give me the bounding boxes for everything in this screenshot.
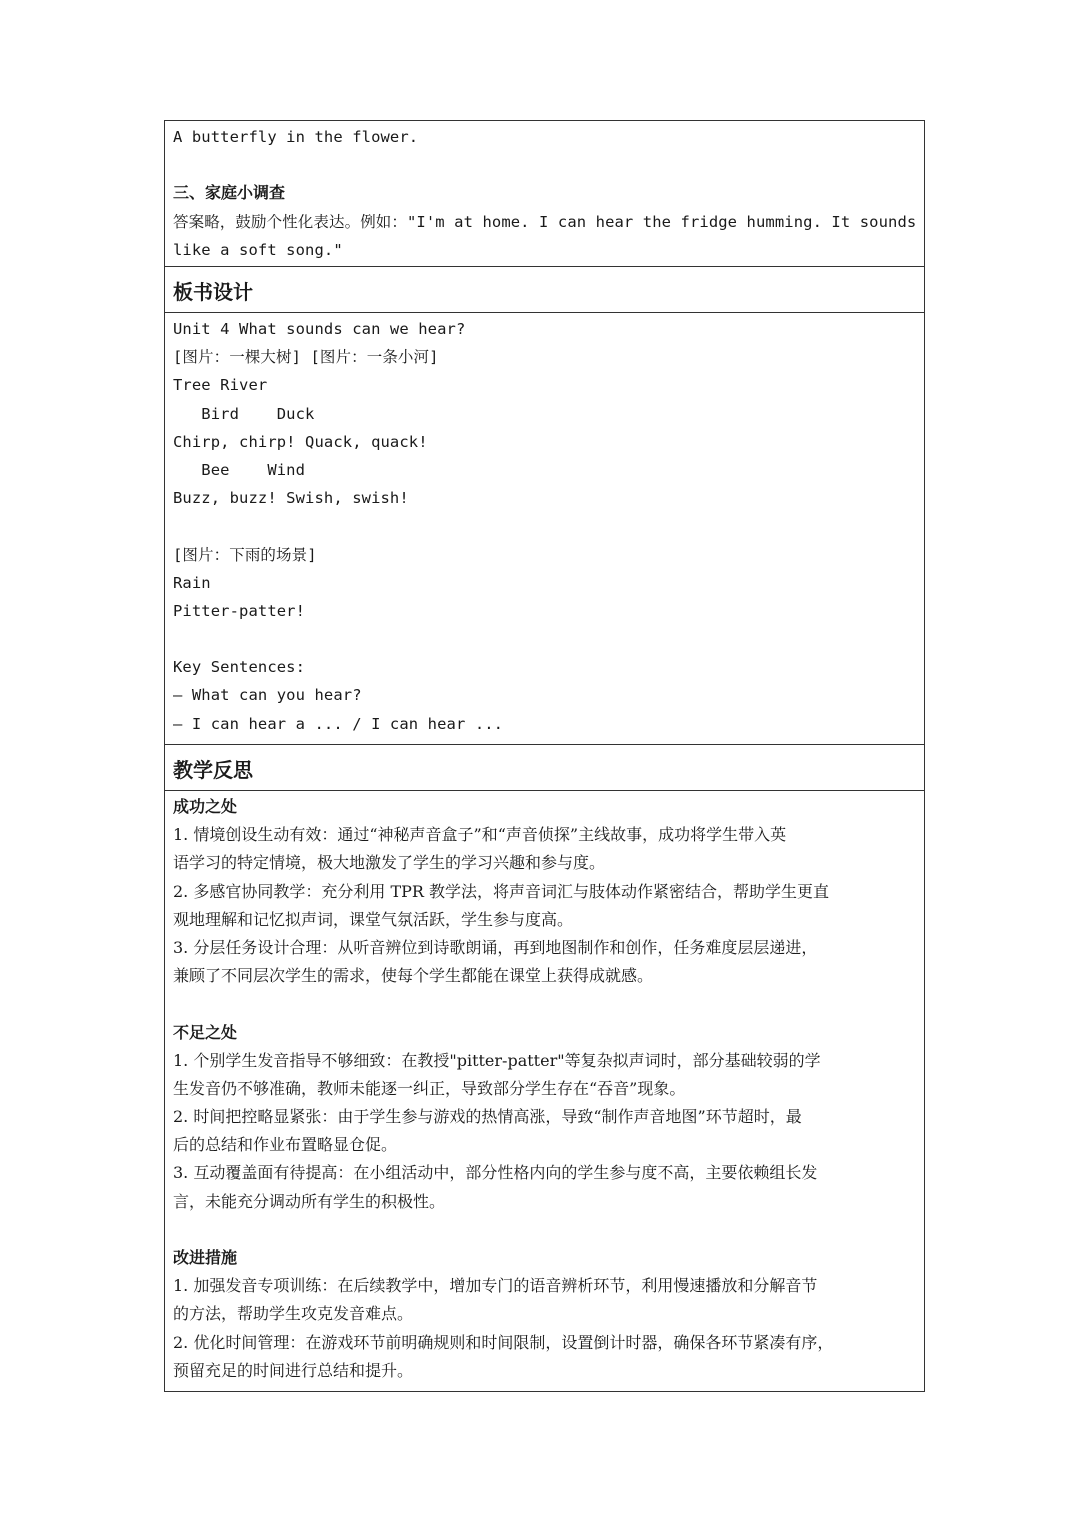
board-word-row: Bird Duck (173, 404, 315, 423)
survey-answer-line: like a soft song." (173, 240, 343, 259)
board-sound-row: Chirp, chirp! Quack, quack! (173, 432, 428, 451)
survey-heading: 三、家庭小调查 (173, 183, 286, 203)
weakness-item-line: 生发音仍不够准确，教师未能逐一纠正，导致部分学生存在“吞音”现象。 (173, 1078, 686, 1098)
board-word-row: Bee Wind (173, 460, 306, 479)
weakness-item-line: 2. 时间把控略显紧张：由于学生参与游戏的热情高涨，导致“制作声音地图”环节超时，最 (173, 1107, 802, 1127)
weakness-heading: 不足之处 (173, 1022, 238, 1042)
success-item-line: 3. 分层任务设计合理：从听音辨位到诗歌朗诵，再到地图制作和创作，任务难度层层递进， (173, 937, 818, 957)
weakness-item-line: 1. 个别学生发音指导不够细致：在教授"pitter-patter"等复杂拟声词时，部分基础较弱的学 (173, 1050, 821, 1070)
key-sentence-question: — What can you hear? (173, 686, 362, 705)
blank-line (173, 512, 916, 540)
key-sentences-label: Key Sentences: (173, 658, 306, 677)
success-heading: 成功之处 (173, 797, 238, 816)
key-sentence-answer: — I can hear a ... / I can hear ... (173, 714, 504, 733)
poem-last-line: A butterfly in the flower. (173, 128, 419, 146)
weakness-item-line: 后的总结和作业布置略显仓促。 (173, 1135, 398, 1155)
board-sound-row: Buzz, buzz! Swish, swish! (173, 489, 409, 508)
teaching-reflection-cell (165, 791, 924, 1391)
blank-line (173, 625, 916, 653)
improve-item-line: 2. 优化时间管理：在游戏环节前明确规则和时间限制，设置倒计时器，确保各环节紧凑有序， (173, 1332, 834, 1352)
success-item-line: 语学习的特定情境，极大地激发了学生的学习兴趣和参与度。 (173, 853, 606, 873)
survey-answer-line: 答案略，鼓励个性化表达。例如："I'm at home. I can hear the fridge humming. It sounds (173, 212, 916, 231)
blank-line (173, 151, 916, 179)
improve-heading: 改进措施 (173, 1248, 238, 1267)
picture-placeholder-line: [图片：一棵大树] [图片：一条小河] (173, 348, 439, 367)
teaching-reflection-title: 教学反思 (165, 745, 924, 791)
board-word-row: Tree River (173, 376, 268, 395)
rain-word: Rain (173, 573, 211, 592)
success-item-line: 观地理解和记忆拟声词，课堂气氛活跃，学生参与度高。 (173, 909, 574, 929)
board-design-title: 板书设计 (165, 267, 924, 313)
lesson-plan-table (164, 120, 925, 1392)
weakness-item-line: 3. 互动覆盖面有待提高：在小组活动中，部分性格内向的学生参与度不高，主要依赖组长发 (173, 1163, 818, 1183)
success-item-line: 2. 多感官协同教学：充分利用 TPR 教学法，将声音词汇与肢体动作紧密结合，帮助学生更直 (173, 881, 830, 901)
board-design-cell (165, 313, 924, 745)
homework-answers-cell (165, 121, 924, 267)
success-item-line: 兼顾了不同层次学生的需求，使每个学生都能在课堂上获得成就感。 (173, 966, 654, 986)
blank-line (173, 990, 916, 1018)
weakness-item-line: 言，未能充分调动所有学生的积极性。 (173, 1191, 446, 1211)
blank-line (173, 1216, 916, 1244)
success-item-line: 1. 情境创设生动有效：通过“神秘声音盒子”和“声音侦探”主线故事，成功将学生带入英 (173, 825, 787, 845)
rain-picture-placeholder: [图片：下雨的场景] (173, 545, 317, 564)
improve-item-line: 的方法，帮助学生攻克发音难点。 (173, 1304, 414, 1324)
improve-item-line: 1. 加强发音专项训练：在后续教学中，增加专门的语音辨析环节，利用慢速播放和分解音节 (173, 1276, 818, 1296)
rain-sound: Pitter-patter! (173, 601, 306, 620)
improve-item-line: 预留充足的时间进行总结和提升。 (173, 1360, 414, 1380)
unit-title: Unit 4 What sounds can we hear? (173, 320, 466, 338)
